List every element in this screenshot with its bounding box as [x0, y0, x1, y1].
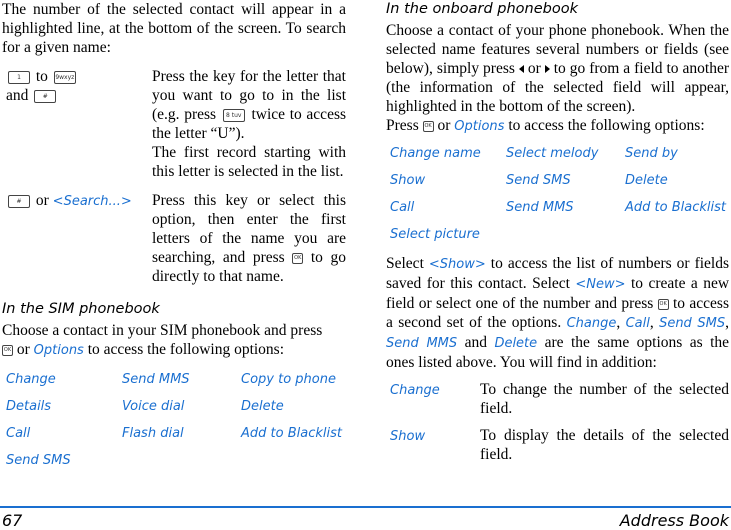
select-3: to create a new field or select one of the number and press	[386, 275, 730, 312]
sim-heading: In the SIM phonebook	[2, 301, 160, 317]
key-hash-icon: #	[8, 195, 30, 208]
option-change: Change	[6, 372, 56, 387]
keys-desc-2: The first record starting with this letter is selected in the list.	[152, 144, 346, 180]
extra-term	[386, 380, 480, 418]
option-add-to-blacklist: Add to Blacklist	[241, 426, 342, 441]
select-1: Select	[386, 255, 424, 272]
left-arrow-icon	[519, 65, 524, 73]
key-8-icon: 8 tuv	[223, 109, 245, 122]
option-change-name: Change name	[390, 146, 481, 161]
onboard-heading: In the onboard phonebook	[386, 1, 578, 17]
sim-or: or	[16, 341, 30, 358]
onboard-text	[386, 21, 729, 116]
left-column	[2, 0, 346, 474]
select-2: to access the list of numbers or fields saved for this contact. Select	[386, 255, 730, 292]
select-text: Select <Show> to access the list of numbers or fields saved for this contact. Select <New> to create a new field or select one of the number and press OK to access a second set of the options. Change, Call, Send SMS, Send MMS and Delete are the same options as the ones listed above. You will find in addition:	[386, 255, 730, 371]
option-send-sms: Send SMS	[506, 173, 571, 188]
onboard-text-1: Choose a contact of your phone phonebook. When the selected name features several numbers or fields (see below), simply press	[386, 22, 729, 77]
option-show: Show	[390, 173, 426, 188]
onboard-options-grid	[386, 140, 729, 248]
change-option: Change	[566, 316, 617, 331]
option-send-mms: Send MMS	[506, 200, 574, 215]
onboard-or: or	[527, 60, 541, 77]
to-label: to	[35, 68, 48, 85]
option-voice-dial: Voice dial	[122, 399, 185, 414]
option-copy-to-phone: Copy to phone	[241, 372, 336, 387]
option-delete: Delete	[625, 173, 668, 188]
press-options: Options	[454, 119, 505, 134]
sim-options-grid	[2, 366, 346, 474]
sim-options: Options	[33, 343, 84, 358]
keys-desc-1b: twice to access the letter “U”).	[152, 106, 347, 142]
ok-key-icon: OK	[423, 121, 434, 132]
option-send-by: Send by	[625, 146, 678, 161]
search-desc-end: to go directly to that name.	[152, 249, 347, 285]
option-details: Details	[6, 399, 52, 414]
extra-desc-change: To change the number of the selected field.	[480, 381, 729, 417]
extra-term-show: Show	[390, 429, 426, 444]
ok-key-icon: OK	[2, 345, 13, 356]
extra-term-change: Change	[390, 383, 440, 398]
page-number: 67	[2, 511, 23, 530]
and-label: and	[6, 87, 29, 104]
press-or: or	[437, 117, 451, 134]
sim-text	[2, 321, 346, 360]
key-hash-icon: #	[34, 90, 56, 103]
call-option: Call	[625, 316, 650, 331]
sim-text-1: Choose a contact in your SIM phonebook and press	[2, 322, 323, 339]
search-keys	[2, 191, 152, 286]
press-end: to access the following options:	[508, 117, 705, 134]
extra-row-show	[386, 426, 729, 464]
key-9-icon: 9wxyz	[54, 71, 76, 84]
keys-row	[2, 67, 346, 181]
footer-rule	[0, 506, 731, 508]
or-label: or	[35, 192, 49, 209]
option-send-sms: Send SMS	[6, 453, 71, 468]
ok-key-icon: OK	[292, 253, 303, 264]
select-4: to access a second set of the options.	[386, 295, 729, 331]
and-label: and	[464, 334, 487, 351]
option-call: Call	[6, 426, 31, 441]
ok-key-icon: OK	[658, 299, 669, 310]
search-option: <Search...>	[52, 194, 132, 209]
select-5: are the same options as the ones listed above. You will find in addition:	[386, 334, 730, 371]
search-desc: Press this key or select this option, then enter the first letters of the name you are searching, and press	[152, 192, 346, 266]
send-mms-option: Send MMS	[386, 336, 458, 351]
option-delete: Delete	[241, 399, 284, 414]
send-sms-option: Send SMS	[659, 316, 726, 331]
keys-desc-1: Press the key for the letter that you want to go to in the list (e.g. press	[152, 68, 346, 123]
new-option: <New>	[575, 277, 626, 292]
right-column	[386, 0, 729, 464]
press-text	[386, 116, 729, 136]
press-label: Press	[386, 117, 419, 134]
option-select-melody: Select melody	[506, 146, 599, 161]
sim-text-2: to access the following options:	[87, 341, 285, 358]
option-call: Call	[390, 200, 415, 215]
extra-term	[386, 426, 480, 464]
keys-description	[152, 67, 346, 181]
extra-desc-show: To display the details of the selected field.	[480, 427, 729, 463]
option-flash-dial: Flash dial	[122, 426, 184, 441]
keys-range	[2, 67, 152, 181]
extra-row-change	[386, 380, 729, 418]
search-row	[2, 191, 346, 286]
page-title: Address Book	[619, 511, 729, 530]
option-send-mms: Send MMS	[122, 372, 190, 387]
delete-option: Delete	[494, 336, 538, 351]
option-add-to-blacklist: Add to Blacklist	[625, 200, 726, 215]
intro-text: The number of the selected contact will appear in a highlighted line, at the bottom of the screen. To search for a given name:	[2, 1, 346, 56]
option-select-picture: Select picture	[390, 227, 480, 242]
onboard-text-2: to go from a field to another (the information of the selected field will appear, highlighted in the bottom of the screen).	[386, 60, 729, 115]
key-1-icon: 1	[8, 71, 30, 84]
right-arrow-icon	[545, 65, 550, 73]
show-option: <Show>	[428, 257, 486, 272]
search-description	[152, 191, 346, 286]
